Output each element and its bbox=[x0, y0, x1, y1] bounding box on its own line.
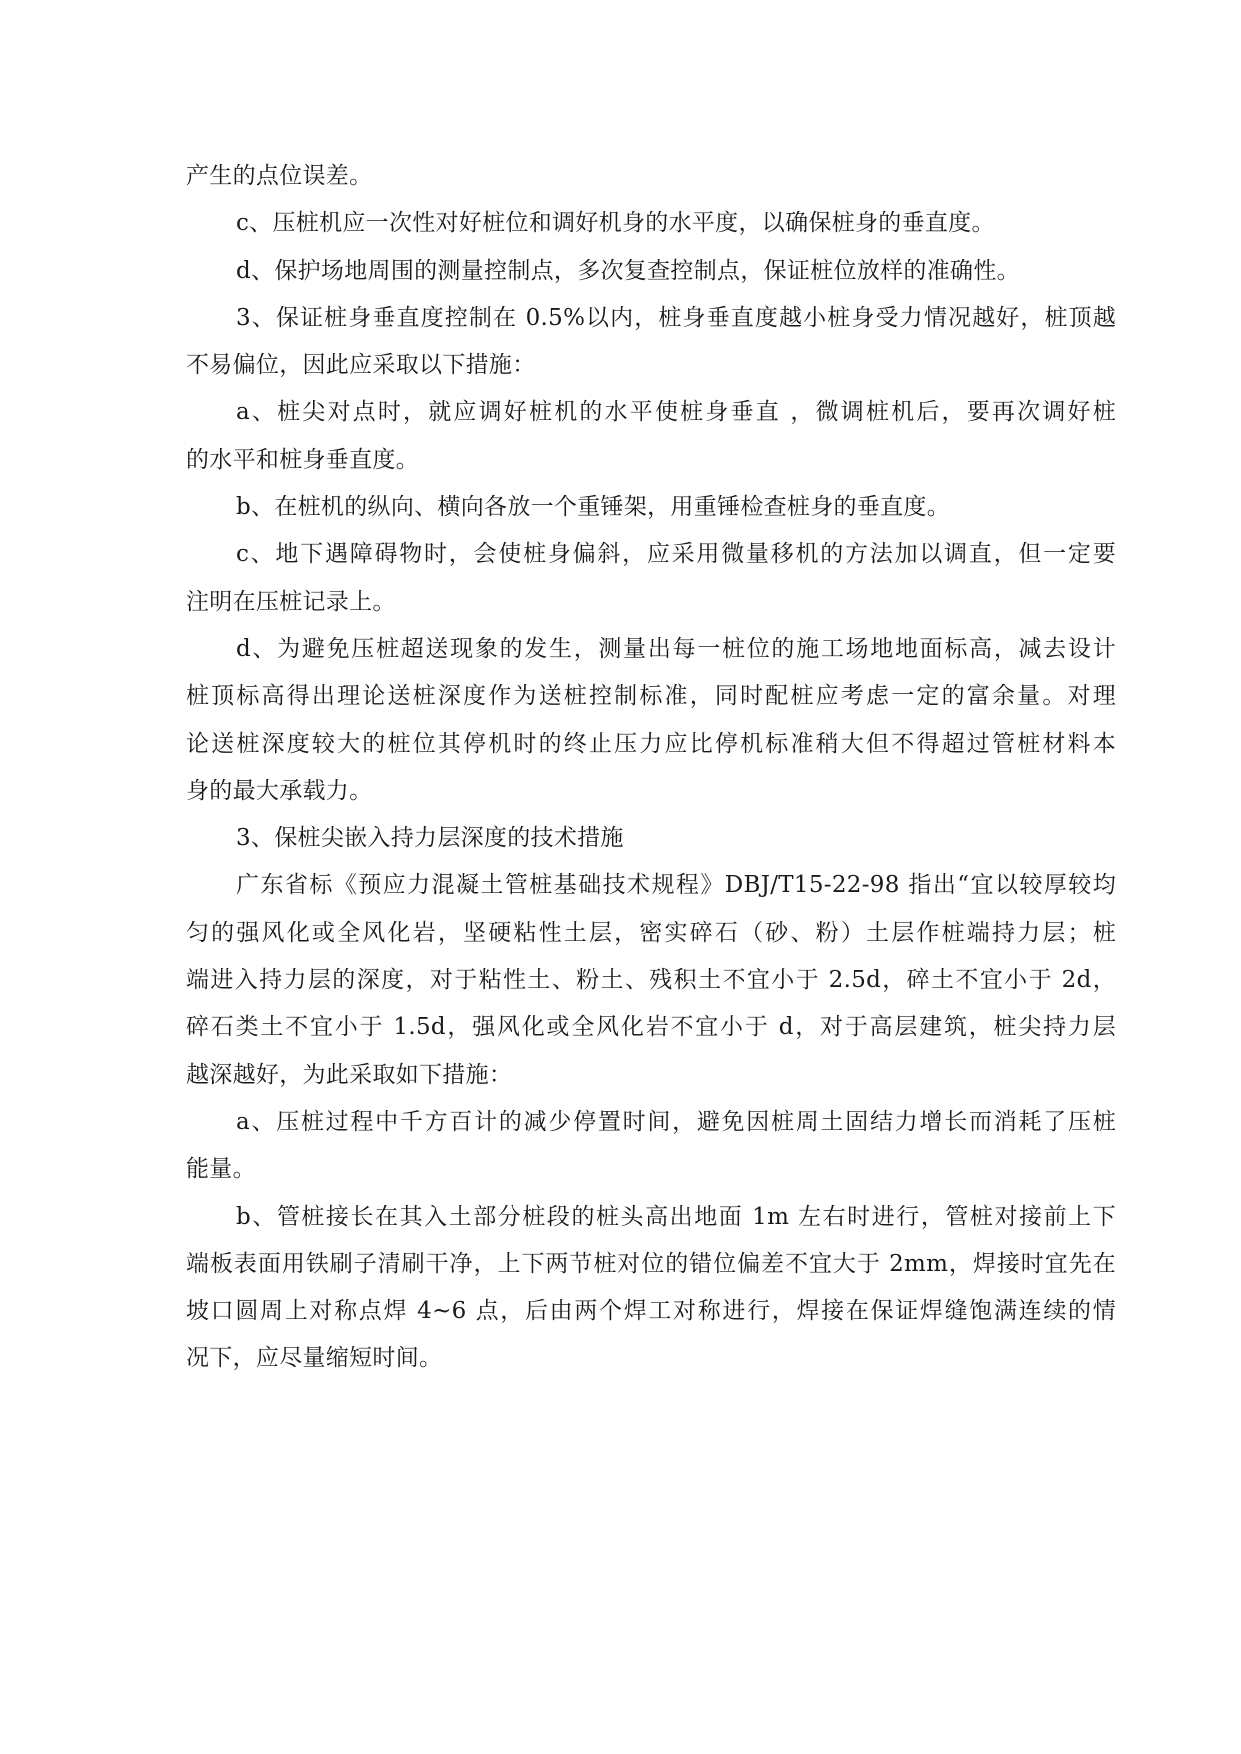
paragraph bbox=[186, 248, 1116, 295]
paragraph bbox=[186, 200, 1116, 247]
text-line: b、在桩机的纵向、横向各放一个重锤架，用重锤检查桩身的垂直度。 bbox=[236, 494, 951, 521]
text-line: b、管桩接长在其入土部分桩段的桩头高出地面 1m 左右时进行，管桩对接前上下 bbox=[236, 1203, 1116, 1230]
text-line: 桩顶标高得出理论送桩深度作为送桩控制标准，同时配桩应考虑一定的富余量。对理 bbox=[186, 683, 1116, 710]
text-line: 端进入持力层的深度，对于粘性土、粉土、残积土不宜小于 2.5d，碎土不宜小于 2d， bbox=[186, 967, 1116, 994]
text-line: 产生的点位误差。 bbox=[186, 163, 373, 189]
text-line: 坡口圆周上对称点焊 4~6 点，后由两个焊工对称进行，焊接在保证焊缝饱满连续的情 bbox=[186, 1298, 1116, 1325]
text-line: 越深越好，为此采取如下措施： bbox=[186, 1061, 513, 1088]
text-line: 能量。 bbox=[186, 1156, 256, 1183]
paragraph bbox=[186, 626, 1116, 815]
paragraph bbox=[186, 1099, 1116, 1194]
document-body bbox=[186, 153, 1116, 1383]
paragraph bbox=[186, 484, 1116, 531]
text-line: d、为避免压桩超送现象的发生，测量出每一桩位的施工场地地面标高，减去设计 bbox=[236, 635, 1116, 662]
text-line: 3、保桩尖嵌入持力层深度的技术措施 bbox=[236, 825, 624, 852]
text-line: d、保护场地周围的测量控制点，多次复查控制点，保证桩位放样的准确性。 bbox=[236, 257, 1020, 284]
paragraph bbox=[186, 862, 1116, 1098]
text-line: 不易偏位，因此应采取以下措施： bbox=[186, 352, 536, 379]
text-line: 注明在压桩记录上。 bbox=[186, 588, 396, 615]
paragraph bbox=[186, 531, 1116, 626]
text-line: 广东省标《预应力混凝土管桩基础技术规程》DBJ/T15-22-98 指出“宜以较厚较均 bbox=[236, 872, 1116, 899]
paragraph bbox=[186, 389, 1116, 484]
text-line: 端板表面用铁刷子清刷干净，上下两节桩对位的错位偏差不宜大于 2mm，焊接时宜先在 bbox=[186, 1250, 1116, 1277]
text-line: 论送桩深度较大的桩位其停机时的终止压力应比停机标准稍大但不得超过管桩材料本 bbox=[186, 730, 1116, 757]
paragraph bbox=[186, 1194, 1116, 1383]
text-line: 匀的强风化或全风化岩，坚硬粘性土层，密实碎石（砂、粉）土层作桩端持力层；桩 bbox=[186, 919, 1116, 946]
paragraph bbox=[186, 815, 1116, 862]
text-line: c、地下遇障碍物时，会使桩身偏斜，应采用微量移机的方法加以调直，但一定要 bbox=[236, 541, 1116, 568]
paragraph bbox=[186, 153, 1116, 200]
paragraph bbox=[186, 295, 1116, 390]
text-line: 身的最大承载力。 bbox=[186, 777, 373, 804]
text-line: a、桩尖对点时，就应调好桩机的水平使桩身垂直 ，微调桩机后，要再次调好桩 bbox=[236, 399, 1116, 426]
text-line: 3、保证桩身垂直度控制在 0.5%以内，桩身垂直度越小桩身受力情况越好，桩顶越 bbox=[236, 304, 1116, 331]
text-line: 碎石类土不宜小于 1.5d，强风化或全风化岩不宜小于 d，对于高层建筑，桩尖持力层 bbox=[186, 1014, 1116, 1041]
text-line: a、压桩过程中千方百计的减少停置时间，避免因桩周土固结力增长而消耗了压桩 bbox=[236, 1108, 1116, 1135]
text-line: 的水平和桩身垂直度。 bbox=[186, 446, 419, 473]
text-line: c、压桩机应一次性对好桩位和调好机身的水平度，以确保桩身的垂直度。 bbox=[236, 210, 995, 237]
text-line: 况下，应尽量缩短时间。 bbox=[186, 1345, 443, 1372]
